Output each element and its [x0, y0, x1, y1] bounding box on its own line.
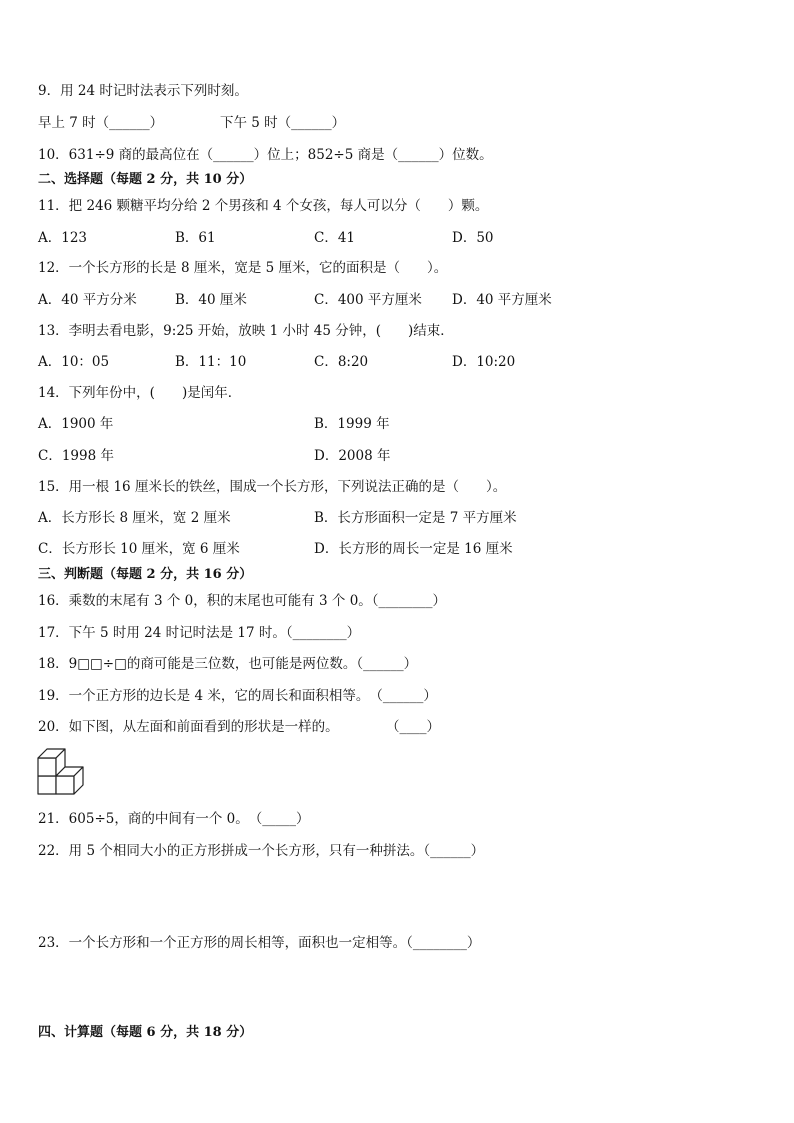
- q15-option-b: B．长方形面积一定是 7 平方厘米: [314, 510, 517, 526]
- q13-option-c: C．8:20: [314, 354, 369, 370]
- q11-option-a: A．123: [38, 230, 88, 246]
- q11-option-b: B．61: [175, 230, 216, 246]
- q15-stem: 15．用一根 16 厘米长的铁丝，围成一个长方形，下列说法正确的是（ ）。: [38, 479, 507, 495]
- cube-figure: [37, 745, 89, 797]
- q15-option-c: C．长方形长 10 厘米，宽 6 厘米: [38, 541, 240, 557]
- q13-option-a: A．10：05: [38, 354, 110, 370]
- q15-option-a: A．长方形长 8 厘米，宽 2 厘米: [38, 510, 231, 526]
- q22-stem: 22．用 5 个相同大小的正方形拼成一个长方形，只有一种拼法。（______）: [38, 843, 485, 859]
- section-2-title: 二、选择题（每题 2 分，共 10 分）: [38, 172, 253, 187]
- q20-stem: 20．如下图，从左面和前面看到的形状是一样的。: [38, 719, 339, 735]
- q15-option-d: D．长方形的周长一定是 16 厘米: [314, 541, 513, 557]
- q11-option-c: C．41: [314, 230, 356, 246]
- q12-option-d: D．40 平方厘米: [452, 292, 552, 308]
- q11-stem: 11．把 246 颗糖平均分给 2 个男孩和 4 个女孩，每人可以分（ ）颗。: [38, 198, 489, 214]
- q12-stem: 12．一个长方形的长是 8 厘米，宽是 5 厘米，它的面积是（ ）。: [38, 260, 448, 276]
- q17-stem: 17．下午 5 时用 24 时记时法是 17 时。（________）: [38, 625, 361, 641]
- q14-option-b: B．1999 年: [314, 416, 390, 432]
- q23-stem: 23．一个长方形和一个正方形的周长相等，面积也一定相等。（________）: [38, 935, 481, 951]
- q20-answer-blank: （____）: [386, 719, 440, 735]
- section-3-title: 三、判断题（每题 2 分，共 16 分）: [38, 567, 253, 582]
- q9-blank-a: 早上 7 时（______）: [38, 115, 164, 131]
- q10-stem: 10．631÷9 商的最高位在（______）位上；852÷5 商是（______）位数。: [38, 147, 493, 163]
- q11-option-d: D．50: [452, 230, 494, 246]
- q13-stem: 13．李明去看电影，9:25 开始，放映 1 小时 45 分钟，( )结束．: [38, 323, 454, 339]
- q14-stem: 14．下列年份中，( )是闰年．: [38, 385, 242, 401]
- q14-option-a: A．1900 年: [38, 416, 114, 432]
- q19-stem: 19．一个正方形的边长是 4 米，它的周长和面积相等。 （______）: [38, 688, 437, 704]
- q12-option-a: A．40 平方分米: [38, 292, 137, 308]
- q14-option-d: D．2008 年: [314, 448, 391, 464]
- q9-stem: 9．用 24 时记时法表示下列时刻。: [38, 83, 248, 99]
- q13-option-d: D．10:20: [452, 354, 516, 370]
- q16-stem: 16．乘数的末尾有 3 个 0，积的末尾也可能有 3 个 0。（________）: [38, 593, 447, 609]
- q14-option-c: C．1998 年: [38, 448, 114, 464]
- q12-option-c: C．400 平方厘米: [314, 292, 422, 308]
- q21-stem: 21．605÷5，商的中间有一个 0。 （_____）: [38, 811, 310, 827]
- q9-blank-b: 下午 5 时（______）: [220, 115, 346, 131]
- q13-option-b: B．11：10: [175, 354, 247, 370]
- q12-option-b: B．40 厘米: [175, 292, 247, 308]
- section-4-title: 四、计算题（每题 6 分，共 18 分）: [38, 1025, 253, 1040]
- q18-stem: 18．9□□÷□的商可能是三位数，也可能是两位数。（______）: [38, 656, 418, 672]
